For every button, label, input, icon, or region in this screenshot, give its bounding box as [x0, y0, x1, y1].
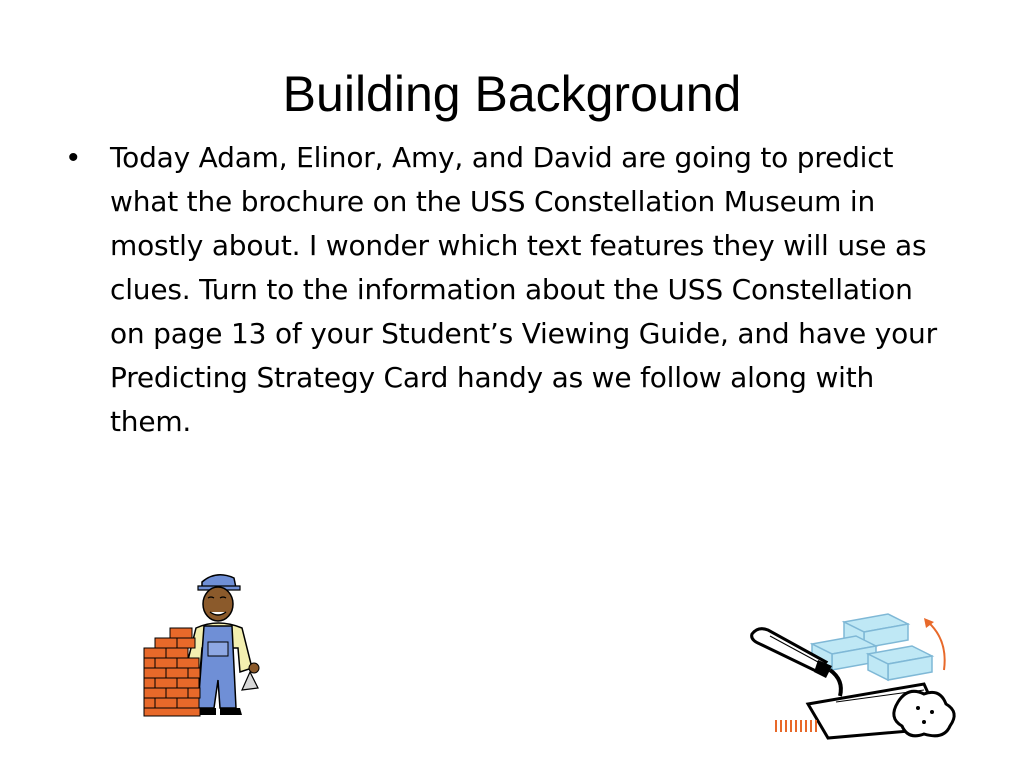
trowel-bricks-icon — [748, 600, 960, 748]
slide-title: Building Background — [282, 66, 742, 122]
bullet-marker: • — [68, 141, 79, 174]
bricklayer-icon — [140, 568, 270, 720]
bullet-item: Today Adam, Elinor, Amy, and David are going to predict what the brochure on the USS Constellation Museum in mostly about. I wonder which text features they will use as clues. Turn to the information about the USS Constellation on page 13 of your Student’s Viewing Guide, and have your Predicting Strategy Card handy as we follow along with them. — [110, 141, 937, 438]
